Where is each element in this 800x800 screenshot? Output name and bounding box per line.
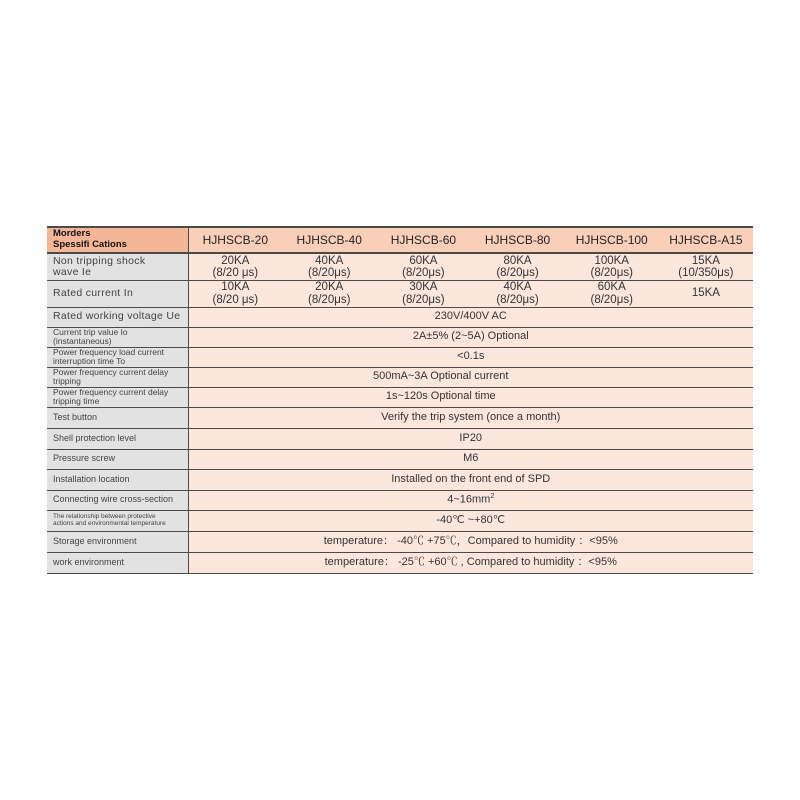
model-header: HJHSCB-A15	[659, 227, 753, 253]
current-value-cell: 60KA (8/20μs)	[565, 280, 659, 307]
shock-value-cell: 100KA (8/20μs)	[565, 253, 659, 280]
work-value: temperature： -25℃ +60℃ , Compared to humidity ：<95%	[188, 552, 753, 573]
test-button-row	[47, 407, 753, 428]
storage-row	[47, 531, 753, 552]
shock-value-cell: 20KA (8/20 μs)	[188, 253, 282, 280]
model-header: HJHSCB-20	[188, 227, 282, 253]
voltage-value: 230V/400V AC	[188, 307, 753, 327]
wire-value: $4\sim 16mm^2$	[188, 490, 753, 510]
shell-label: Shell protection level	[47, 428, 188, 449]
model-header: HJHSCB-60	[376, 227, 470, 253]
header-label-line2: Spessifi Cations	[53, 239, 127, 250]
shock-wave-label: Non tripping shock wave Ie	[47, 253, 188, 280]
pf-delay-row	[47, 367, 753, 387]
screw-label: Pressure screw	[47, 449, 188, 469]
relationship-row	[47, 510, 753, 531]
work-row	[47, 552, 753, 573]
model-header: HJHSCB-40	[282, 227, 376, 253]
pf-time-label: Power frequency current delay tripping time	[47, 387, 188, 407]
current-value-cell: 10KA (8/20 μs)	[188, 280, 282, 307]
shock-value-cell: 15KA (10/350μs)	[659, 253, 753, 280]
header-label	[47, 227, 188, 253]
wire-row	[47, 490, 753, 510]
spec-table	[47, 226, 753, 574]
model-header: HJHSCB-100	[565, 227, 659, 253]
trip-value: 2A±5% (2~5A) Optional	[188, 327, 753, 347]
shell-value: IP20	[188, 428, 753, 449]
header-row	[47, 227, 753, 253]
pf-time-row	[47, 387, 753, 407]
relationship-value: -40℃ ~+80℃	[188, 510, 753, 531]
screw-value: M6	[188, 449, 753, 469]
voltage-row	[47, 307, 753, 327]
current-value-cell: 30KA (8/20μs)	[376, 280, 470, 307]
header-label-line1: Morders	[53, 228, 91, 240]
trip-value-row	[47, 327, 753, 347]
current-value-cell: 20KA (8/20μs)	[282, 280, 376, 307]
test-button-value: Verify the trip system (once a month)	[188, 407, 753, 428]
relationship-label: The relationship between protective actions and environmental temperature	[47, 510, 188, 531]
work-label: work environment	[47, 552, 188, 573]
pf-load-value: <0.1s	[188, 347, 753, 367]
install-row	[47, 469, 753, 490]
install-value: Installed on the front end of SPD	[188, 469, 753, 490]
screw-row	[47, 449, 753, 469]
storage-value: temperature： -40℃ +75℃，Compared to humidity ：<95%	[188, 531, 753, 552]
shock-value-cell: 40KA (8/20μs)	[282, 253, 376, 280]
rated-current-row	[47, 280, 753, 307]
current-value-cell: 40KA (8/20μs)	[470, 280, 564, 307]
storage-label: Storage environment	[47, 531, 188, 552]
current-value-cell: 15KA	[659, 280, 753, 307]
pf-delay-value: 500mA~3A Optional current	[188, 367, 753, 387]
pf-delay-label: Power frequency current delay tripping	[47, 367, 188, 387]
rated-current-label: Rated current In	[47, 280, 188, 307]
test-button-label: Test button	[47, 407, 188, 428]
pf-time-value: 1s~120s Optional time	[188, 387, 753, 407]
shell-row	[47, 428, 753, 449]
voltage-label: Rated working voltage Ue	[47, 307, 188, 327]
trip-value-label: Current trip value Io (instantaneous)	[47, 327, 188, 347]
model-header: HJHSCB-80	[470, 227, 564, 253]
pf-load-label: Power frequency load current interruption time To	[47, 347, 188, 367]
shock-value-cell: 60KA (8/20μs)	[376, 253, 470, 280]
wire-label: Connecting wire cross-section	[47, 490, 188, 510]
pf-load-row	[47, 347, 753, 367]
shock-wave-row	[47, 253, 753, 280]
install-label: Installation location	[47, 469, 188, 490]
shock-value-cell: 80KA (8/20μs)	[470, 253, 564, 280]
